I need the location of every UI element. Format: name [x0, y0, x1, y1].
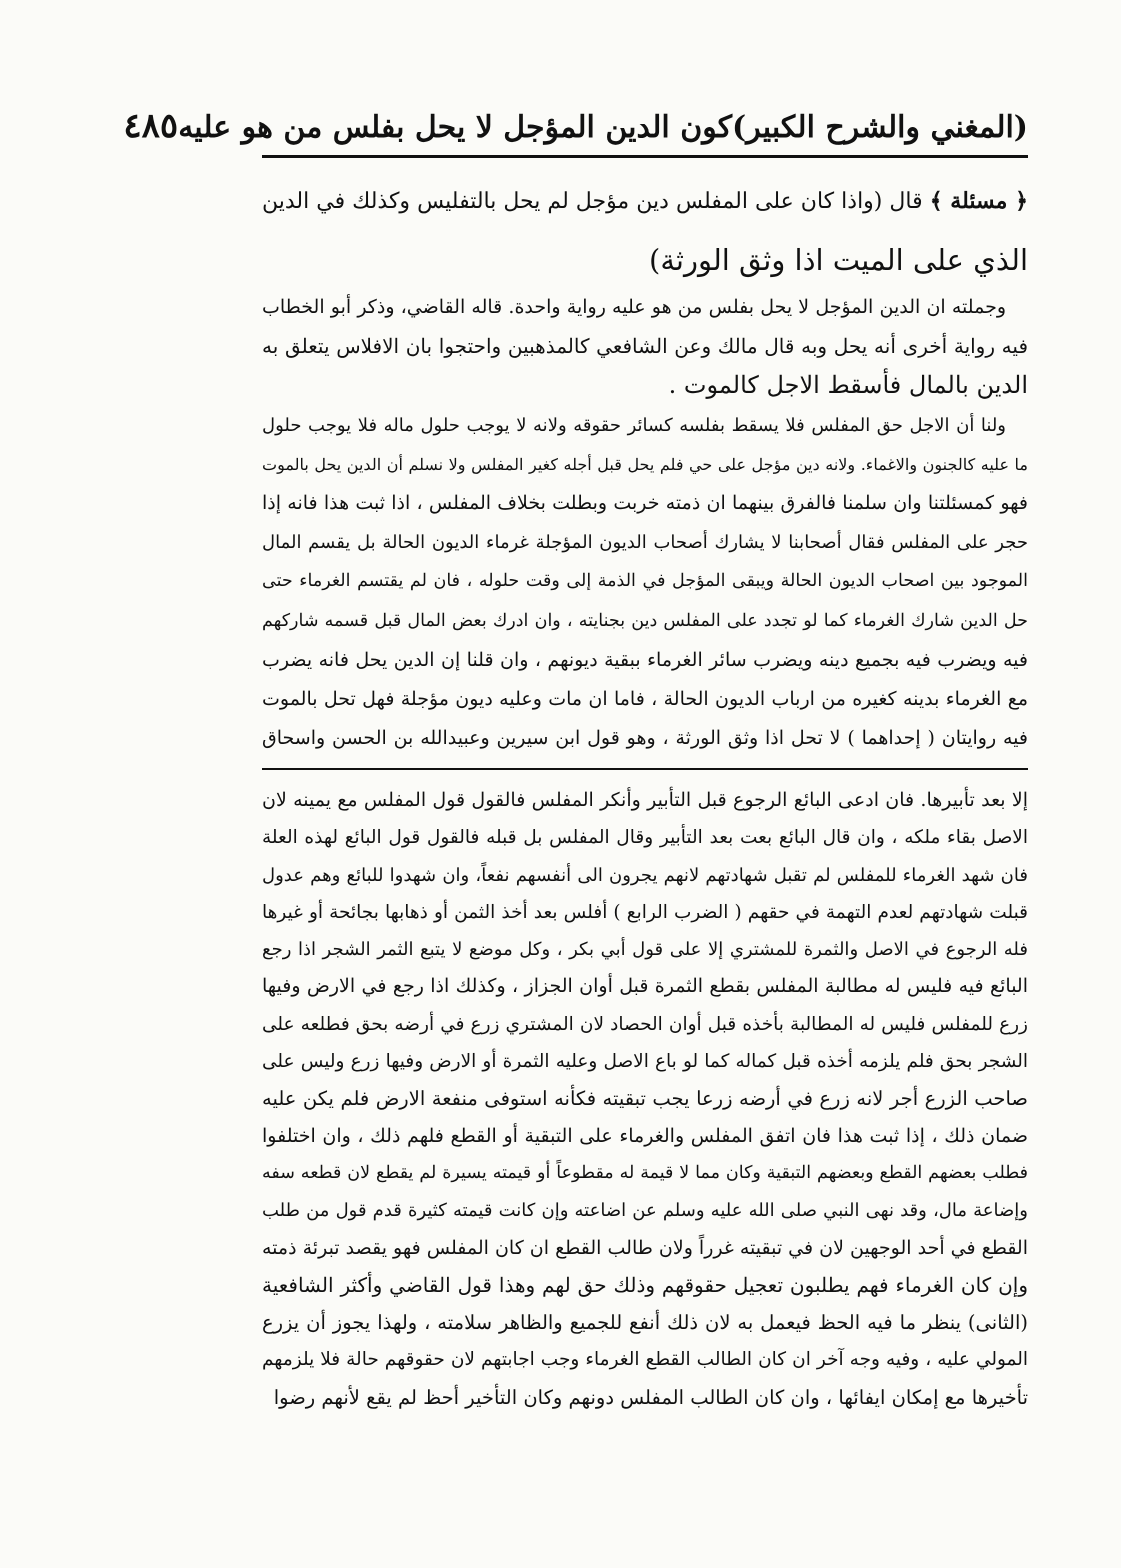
- section-divider: [262, 768, 1028, 770]
- text-line: وجملته ان الدين المؤجل لا يحل بفلس من هو عليه رواية واحدة. قاله القاضي، وذكر أبو الخطاب: [262, 296, 1006, 318]
- text-line: البائع فيه فليس له مطالبة المفلس بقطع الثمرة قبل أوان الجزاز ، وكذلك اذا رجع في الارض وفيها: [262, 975, 1028, 998]
- text-line: فله الرجوع في الاصل والثمرة للمشتري إلا على قول أبي بكر ، وكل موضع لا يتبع الثمر الشجر اذا رجع: [262, 939, 1028, 961]
- text-line: ولنا أن الاجل حق المفلس فلا يسقط بفلسه كسائر حقوقه ولانه لا يوجب حلول ماله فلا يوجب حلول: [262, 414, 1006, 436]
- text-line: زرع للمفلس فليس له المطالبة بأخذه قبل أوان الحصاد لان المشتري زرع في أرضه بحق فطلعه على: [262, 1013, 1028, 1035]
- text-line: فيه روايتان ( إحداهما ) لا تحل اذا وثق الورثة ، وهو قول ابن سيرين وعبيدالله بن الحسن واسحاق: [262, 727, 1028, 750]
- book-title: (المغني والشرح الكبير): [732, 110, 1028, 145]
- text-line: (الثانى) ينظر ما فيه الحظ فيعمل به لان ذلك أنفع للجميع والظاهر سلامته ، ولهذا يجوز أن يزرع: [262, 1311, 1028, 1335]
- text-line: حل الدين شارك الغرماء كما لو تجدد على المفلس دين بجنايته ، وان ادرك بعض المال قبل قسمه شاركهم: [262, 610, 1028, 631]
- lower-text-block: [262, 782, 1028, 1416]
- commentary-block: [262, 288, 1028, 758]
- text-line: صاحب الزرع أجر لانه زرع في أرضه زرعا يجب تبقيته فكأنه استوفى منفعة الارض فلم يكن عليه: [262, 1087, 1028, 1111]
- running-header: [123, 102, 1028, 150]
- text-line: ما عليه كالجنون والاغماء. ولانه دين مؤجل على حي فلم يحل قبل أجله كغير المفلس ولا نسلم أن الدين يحل بالموت: [262, 454, 1028, 474]
- header-rule: [262, 155, 1028, 158]
- masala-text: قال (واذا كان على المفلس دين مؤجل لم يحل بالتفليس وكذلك في الدين: [262, 189, 923, 214]
- text-line: قبلت شهادتهم لعدم التهمة في حقهم ( الضرب الرابع ) أفلس بعد أخذ الثمن أو ذهابها بجائحة أو غيرها: [262, 901, 1028, 923]
- masala-block: [262, 172, 1028, 289]
- text-line: مع الغرماء بدينه كغيره من ارباب الديون الحالة ، فاما ان مات وعليه ديون مؤجلة فهل تحل بالموت: [262, 688, 1028, 711]
- text-line: الدين بالمال فأسقط الاجل كالموت .: [668, 371, 1028, 400]
- chapter-title: كون الدين المؤجل لا يحل بفلس من هو عليه: [178, 110, 733, 145]
- text-line: وإضاعة مال، وقد نهى النبي صلى الله عليه وسلم عن اضاعته وإن كانت قيمته كثيرة قدم قول من طلب: [262, 1200, 1028, 1222]
- text-line: المولي عليه ، وفيه وجه آخر ان كان الطالب القطع الغرماء وجب اجابتهم لان حقوقهم حالة فلا يلزمهم: [262, 1349, 1028, 1371]
- text-line: تأخيرها مع إمكان ايفائها ، وان كان الطالب المفلس دونهم وكان التأخير أحظ لم يقع لأنهم رضوا: [273, 1385, 1028, 1409]
- page-number: ٤٨٥: [123, 106, 179, 146]
- text-line: فيه رواية أخرى أنه يحل وبه قال مالك وعن الشافعي كالمذهبين واحتجوا بان الافلاس يتعلق به: [262, 334, 1028, 359]
- text-line: فيه ويضرب فيه بجميع دينه ويضرب سائر الغرماء ببقية ديونهم ، وان قلنا إن الدين يحل فانه يضرب: [262, 648, 1028, 671]
- text-line: فهو كمسئلتنا وان سلمنا فالفرق بينهما ان ذمته خربت وبطلت بخلاف المفلس ، اذا ثبت هذا فانه إذا: [262, 492, 1028, 515]
- text-line: ضمان ذلك ، إذا ثبت هذا فان اتفق المفلس والغرماء على التبقية أو القطع فلهم ذلك ، وان اختلفوا: [262, 1124, 1028, 1147]
- text-line: فطلب بعضهم القطع وبعضهم التبقية وكان مما لا قيمة له مقطوعاً أو قيمته يسيرة لم يقطع لان قطعه سفه: [262, 1162, 1028, 1183]
- text-line: الموجود بين اصحاب الديون الحالة ويبقى المؤجل في الذمة إلى وقت حلوله ، فان لم يقتسم الغرماء حتى: [262, 571, 1028, 592]
- masala-line: الذي على الميت اذا وثق الورثة): [649, 243, 1028, 277]
- text-line: إلا بعد تأبيرها. فان ادعى البائع الرجوع قبل التأبير وأنكر المفلس فالقول قول المفلس مع يمينه لان: [262, 789, 1028, 811]
- text-line: الاصل بقاء ملكه ، وان قال البائع بعت بعد التأبير وقال المفلس بل قبله فالقول قول البائع لهذه العلة: [262, 827, 1028, 849]
- text-line: وإن كان الغرماء فهم يطلبون تعجيل حقوقهم وذلك حق لهم وهذا قول القاضي وأكثر الشافعية: [262, 1272, 1028, 1297]
- text-line: الشجر بحق فلم يلزمه أخذه قبل كماله كما لو باع الاصل وعليه الثمرة أو الارض وفيها زرع وليس على: [262, 1051, 1028, 1073]
- text-line: فان شهد الغرماء للمفلس لم تقبل شهادتهم لانهم يجرون الى أنفسهم نفعاً، وان شهدوا للبائع وهم عدول: [262, 864, 1028, 886]
- masala-label: ﴿ مسئلة ﴾: [929, 188, 1028, 214]
- text-line: القطع في أحد الوجهين لان في تبقيته غرراً ولان طالب القطع ان كان المفلس فهو يقصد تبرئة ذمته: [262, 1236, 1028, 1259]
- masala-line: [262, 172, 1028, 231]
- text-line: حجر على المفلس فقال أصحابنا لا يشارك أصحاب الديون المؤجلة غرماء الديون الحالة بل يقسم المال: [262, 532, 1028, 554]
